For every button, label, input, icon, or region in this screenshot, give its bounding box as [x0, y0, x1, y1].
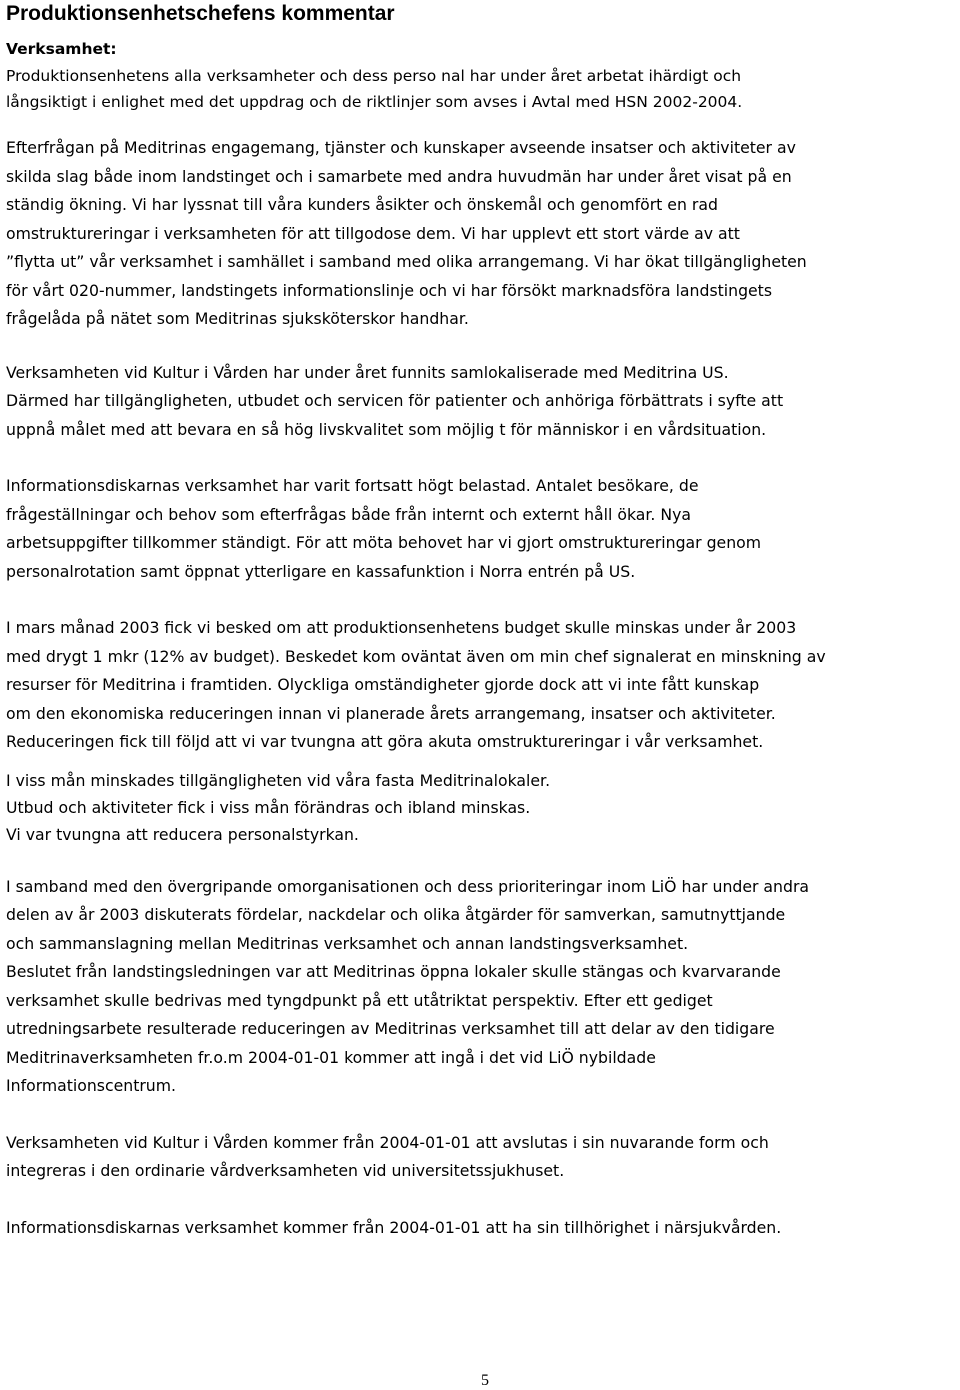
- text-line: och sammanslagning mellan Meditrinas verksamhet och annan landstingsverksamhet.: [6, 933, 689, 953]
- text-line: Efterfrågan på Meditrinas engagemang, tjänster och kunskaper avseende insatser och aktiviteter av: [6, 138, 796, 157]
- page-title: Produktionsenhetschefens kommentar: [6, 2, 395, 25]
- text-line: integreras i den ordinarie vårdverksamheten vid universitetssjukhuset.: [6, 1161, 565, 1180]
- document-page: [6, 0, 956, 1242]
- text-line: uppnå målet med att bevara en så hög livskvalitet som möjlig t för människor i en vårdsituation.: [6, 419, 767, 439]
- text-line: långsiktigt i enlighet med det uppdrag och de riktlinjer som avses i Avtal med HSN 2002-2004.: [6, 93, 743, 111]
- paragraph-consequences: [6, 767, 956, 848]
- text-line: Informationsdiskarnas verksamhet kommer från 2004-01-01 att ha sin tillhörighet i närsjukvården.: [6, 1217, 782, 1237]
- text-line: utredningsarbete resulterade reduceringen av Meditrinas verksamhet till att delar av den tidigare: [6, 1019, 775, 1038]
- text-line: Produktionsenhetens alla verksamheter och dess perso nal har under året arbetat ihärdigt och: [6, 67, 742, 85]
- text-line: med drygt 1 mkr (12% av budget). Beskedet kom oväntat även om min chef signalerat en minskning av: [6, 646, 826, 666]
- page-number: 5: [481, 1372, 489, 1389]
- text-line: delen av år 2003 diskuterats fördelar, nackdelar och olika åtgärder för samverkan, samutnyttjande: [6, 905, 786, 924]
- paragraph-demand: [6, 134, 956, 334]
- text-line: Verksamheten vid Kultur i Vården har under året funnits samlokaliserade med Meditrina US.: [6, 362, 729, 382]
- text-line: för vårt 020-nummer, landstingets informationslinje och vi har försökt marknadsföra landstingets: [6, 280, 773, 300]
- text-line: Meditrinaverksamheten fr.o.m 2004-01-01 kommer att ingå i det vid LiÖ nybildade: [6, 1047, 656, 1067]
- text-line: frågelåda på nätet som Meditrinas sjuksköterskor handhar.: [6, 309, 469, 328]
- text-line: Informationsdiskarnas verksamhet har varit fortsatt högt belastad. Antalet besökare, de: [6, 476, 699, 495]
- text-line: resurser för Meditrina i framtiden. Olyckliga omständigheter gjorde dock att vi inte fått kunskap: [6, 675, 760, 694]
- text-line: Utbud och aktiviteter fick i viss mån förändras och ibland minskas.: [6, 797, 531, 817]
- text-line: Informationscentrum.: [6, 1076, 177, 1095]
- text-line: Verksamheten vid Kultur i Vården kommer från 2004-01-01 att avslutas i sin nuvarande form och: [6, 1132, 769, 1152]
- paragraph-informationsdiskar: [6, 472, 956, 586]
- text-line: ständig ökning. Vi har lyssnat till våra kunders åsikter och önskemål och genomfört en rad: [6, 195, 718, 214]
- text-line: I viss mån minskades tillgängligheten vid våra fasta Meditrinalokaler.: [6, 770, 551, 790]
- text-line: I samband med den övergripande omorganisationen och dess prioriteringar inom LiÖ har under andra: [6, 876, 810, 896]
- text-line: I mars månad 2003 fick vi besked om att produktionsenhetens budget skulle minskas under år 2003: [6, 618, 797, 637]
- text-line: verksamhet skulle bedrivas med tyngdpunkt på ett utåtriktat perspektiv. Efter ett gediget: [6, 990, 713, 1010]
- section-heading: Verksamhet:: [6, 40, 117, 58]
- text-line: Reduceringen fick till följd att vi var tvungna att göra akuta omstruktureringar i vår verksamhet.: [6, 732, 764, 751]
- text-line: personalrotation samt öppnat ytterligare en kassafunktion i Norra entrén på US.: [6, 561, 636, 581]
- paragraph-kultur-closing: [6, 1129, 956, 1186]
- text-line: Beslutet från landstingsledningen var att Meditrinas öppna lokaler skulle stängas och kvarvarande: [6, 962, 781, 981]
- intro-paragraph: [6, 63, 956, 115]
- text-line: skilda slag både inom landstinget och i samarbete med andra huvudmän har under året visat på en: [6, 166, 792, 186]
- text-line: ”flytta ut” vår verksamhet i samhället i samband med olika arrangemang. Vi har ökat tillgängligheten: [6, 252, 807, 271]
- text-line: Därmed har tillgängligheten, utbudet och servicen för patienter och anhöriga förbättrats i syfte att: [6, 391, 784, 410]
- paragraph-budget: [6, 614, 956, 757]
- paragraph-informationsdiskar-closing: [6, 1214, 956, 1243]
- text-line: frågeställningar och behov som efterfrågas både från internt och externt håll ökar. Nya: [6, 504, 691, 524]
- text-line: arbetsuppgifter tillkommer ständigt. För att möta behovet har vi gjort omstruktureringar genom: [6, 533, 762, 552]
- text-line: omstruktureringar i verksamheten för att tillgodose dem. Vi har upplevt ett stort värde av att: [6, 223, 740, 243]
- paragraph-reorganisation: [6, 873, 956, 1101]
- paragraph-kultur-i-varden: [6, 359, 956, 445]
- text-line: om den ekonomiska reduceringen innan vi planerade årets arrangemang, insatser och aktiviteter.: [6, 703, 776, 723]
- text-line: Vi var tvungna att reducera personalstyrkan.: [6, 824, 359, 844]
